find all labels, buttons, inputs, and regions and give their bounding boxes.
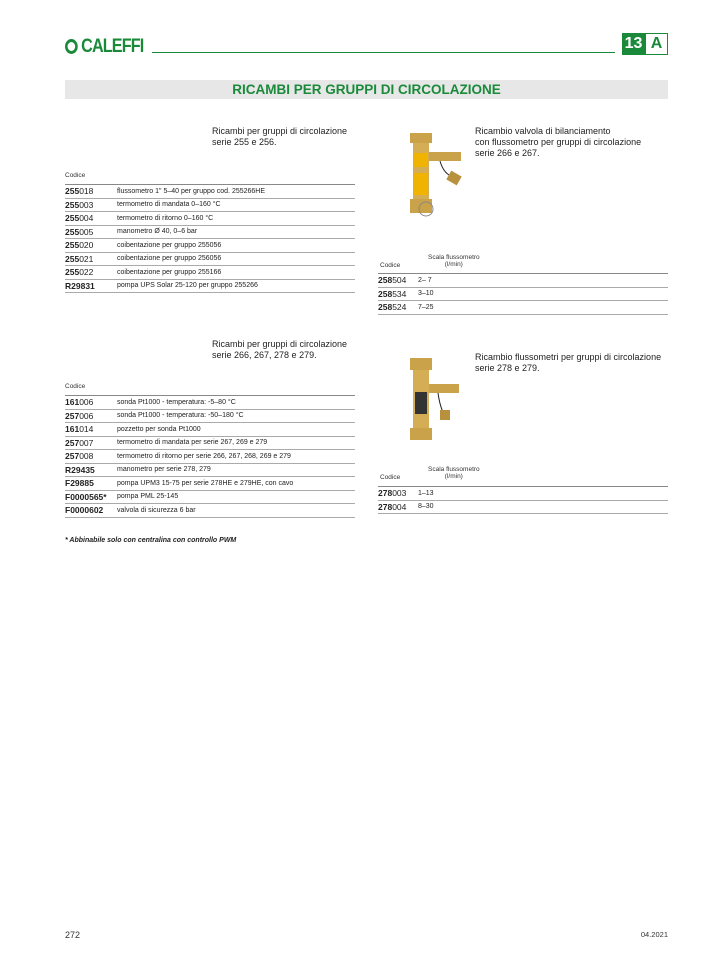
table-row [378,487,668,501]
code-suffix: 006 [79,397,94,408]
part-code [65,463,117,477]
code-prefix: 257 [65,410,80,421]
code-prefix: 257 [65,437,80,448]
code-prefix: 258 [378,302,393,313]
intro-line: Ricambio flussometri per gruppi di circolazione [475,352,662,362]
part-code [65,239,117,253]
flowmeter-image [400,352,470,447]
part-code [65,266,117,280]
part-description: sonda Pt1000 - temperatura: -5–80 °C [117,396,355,410]
table-row [65,279,355,293]
table-row [65,450,355,464]
intro-line: serie 266 e 267. [475,148,540,158]
spare-parts-table-255-256 [65,184,355,293]
code-suffix: 524 [392,302,407,313]
code-prefix: 161 [65,424,80,435]
table2-intro [212,339,347,361]
logo-mark-icon [65,39,78,54]
table-row [65,252,355,266]
code-prefix: 257 [65,451,80,462]
part-code [378,274,418,288]
table-row [65,266,355,280]
code-suffix: 005 [79,226,94,237]
scale-column-header [428,466,480,480]
table-row [65,504,355,518]
part-description: coibentazione per gruppo 255166 [117,266,355,280]
table-row [65,463,355,477]
section-number-badge: 13 [622,33,645,55]
caleffi-logo [65,36,143,58]
code-suffix: 008 [79,451,94,462]
flowmeter-table [378,486,668,514]
part-code [65,450,117,464]
code-prefix: 255 [65,267,80,278]
scale-column-header [428,254,480,268]
code-prefix: 255 [65,253,80,264]
part-code [65,477,117,491]
page-number: 272 [65,930,81,940]
code-suffix: 018 [79,186,94,197]
code-column-header: Codice [65,172,86,179]
code-column-header: Codice [380,262,401,269]
part-code [378,500,418,514]
table-row [378,287,668,301]
part-description: manometro Ø 40, 0–6 bar [117,225,355,239]
part-description: coibentazione per gruppo 256056 [117,252,355,266]
table1-intro [212,126,347,148]
part-code [65,396,117,410]
code-suffix: 007 [79,437,94,448]
table-row [378,274,668,288]
part-description: termometro di mandata 0–160 °C [117,198,355,212]
code-prefix: 258 [378,275,393,286]
code-suffix: 006 [79,410,94,421]
part-code [378,301,418,315]
part-code [378,287,418,301]
table-row [65,185,355,199]
part-description: pompa PML 25-145 [117,490,355,504]
code-prefix: R29831 [65,280,95,291]
code-prefix: 255 [65,213,80,224]
table-row [378,301,668,315]
intro-line: serie 266, 267, 278 e 279. [212,350,317,360]
table-row [65,239,355,253]
part-code [65,279,117,293]
part-code [65,490,117,504]
code-prefix: 255 [65,199,80,210]
part-description: coibentazione per gruppo 255056 [117,239,355,253]
code-column-header: Codice [380,474,401,481]
part-description: pompa UPS Solar 25-120 per gruppo 255266 [117,279,355,293]
part-code [65,252,117,266]
code-suffix: 022 [79,267,94,278]
code-prefix: 161 [65,397,80,408]
part-code [378,487,418,501]
table-row [65,477,355,491]
code-prefix: 255 [65,226,80,237]
code-column-header: Codice [65,383,86,390]
footnote: * Abbinabile solo con centralina con controllo PWM [65,537,237,544]
code-suffix: 003 [392,488,407,499]
part-code [65,436,117,450]
flow-scale: 8–30 [418,500,668,514]
part-code [65,212,117,226]
flow-scale: 2– 7 [418,274,668,288]
brand-name: CALEFFI [81,36,144,57]
code-suffix: 534 [392,288,407,299]
table-row [65,212,355,226]
table-row [65,198,355,212]
code-prefix: F0000565* [65,491,107,502]
table4-intro [475,352,661,374]
code-suffix: 504 [392,275,407,286]
section-letter-badge: A [645,33,668,55]
code-prefix: 258 [378,288,393,299]
balancing-valve-image [400,127,470,222]
table-row [65,396,355,410]
scale-header-line: Scala flussometro [428,254,480,261]
code-suffix: 021 [79,253,94,264]
code-prefix: 278 [378,501,393,512]
table-row [378,500,668,514]
intro-line: Ricambi per gruppi di circolazione [212,126,348,136]
header-divider [152,52,615,53]
part-description: termometro di ritorno per serie 266, 267, 268, 269 e 279 [117,450,355,464]
intro-line: con flussometro per gruppi di circolazione [475,137,642,147]
part-code [65,225,117,239]
part-description: pozzetto per sonda Pt1000 [117,423,355,437]
code-suffix: 020 [79,240,94,251]
code-prefix: F0000602 [65,505,104,516]
edition-date: 04.2021 [640,930,668,939]
flow-scale: 1–13 [418,487,668,501]
table-row [65,423,355,437]
scale-header-line: Scala flussometro [428,466,480,473]
code-suffix: 004 [392,501,407,512]
part-code [65,409,117,423]
table3-intro [475,126,641,159]
part-code [65,423,117,437]
intro-line: Ricambi per gruppi di circolazione [212,339,348,349]
part-description: termometro di ritorno 0–160 °C [117,212,355,226]
part-description: manometro per serie 278, 279 [117,463,355,477]
code-suffix: 014 [79,424,94,435]
part-description: sonda Pt1000 - temperatura: -50–180 °C [117,409,355,423]
scale-unit: (l/min) [444,261,463,268]
intro-line: serie 278 e 279. [475,363,540,373]
code-prefix: R29435 [65,464,95,475]
part-description: valvola di sicurezza 6 bar [117,504,355,518]
table-row [65,409,355,423]
scale-unit: (l/min) [444,473,463,480]
intro-line: Ricambio valvola di bilanciamento [475,126,611,136]
part-code [65,504,117,518]
part-description: flussometro 1" 5–40 per gruppo cod. 255266HE [117,185,355,199]
code-prefix: 255 [65,240,80,251]
part-description: termometro di mandata per serie 267, 269 e 279 [117,436,355,450]
part-code [65,185,117,199]
balancing-valve-table [378,273,668,315]
part-description: pompa UPM3 15-75 per serie 278HE e 279HE, con cavo [117,477,355,491]
code-suffix: 003 [79,199,94,210]
table-row [65,225,355,239]
code-prefix: F29885 [65,478,94,489]
table-row [65,490,355,504]
intro-line: serie 255 e 256. [212,137,277,147]
spare-parts-table-266-279 [65,395,355,518]
flow-scale: 7–25 [418,301,668,315]
code-prefix: 278 [378,488,393,499]
code-prefix: 255 [65,186,80,197]
page-title: RICAMBI PER GRUPPI DI CIRCOLAZIONE [65,80,668,99]
code-suffix: 004 [79,213,94,224]
table-row [65,436,355,450]
part-code [65,198,117,212]
flow-scale: 3–10 [418,287,668,301]
